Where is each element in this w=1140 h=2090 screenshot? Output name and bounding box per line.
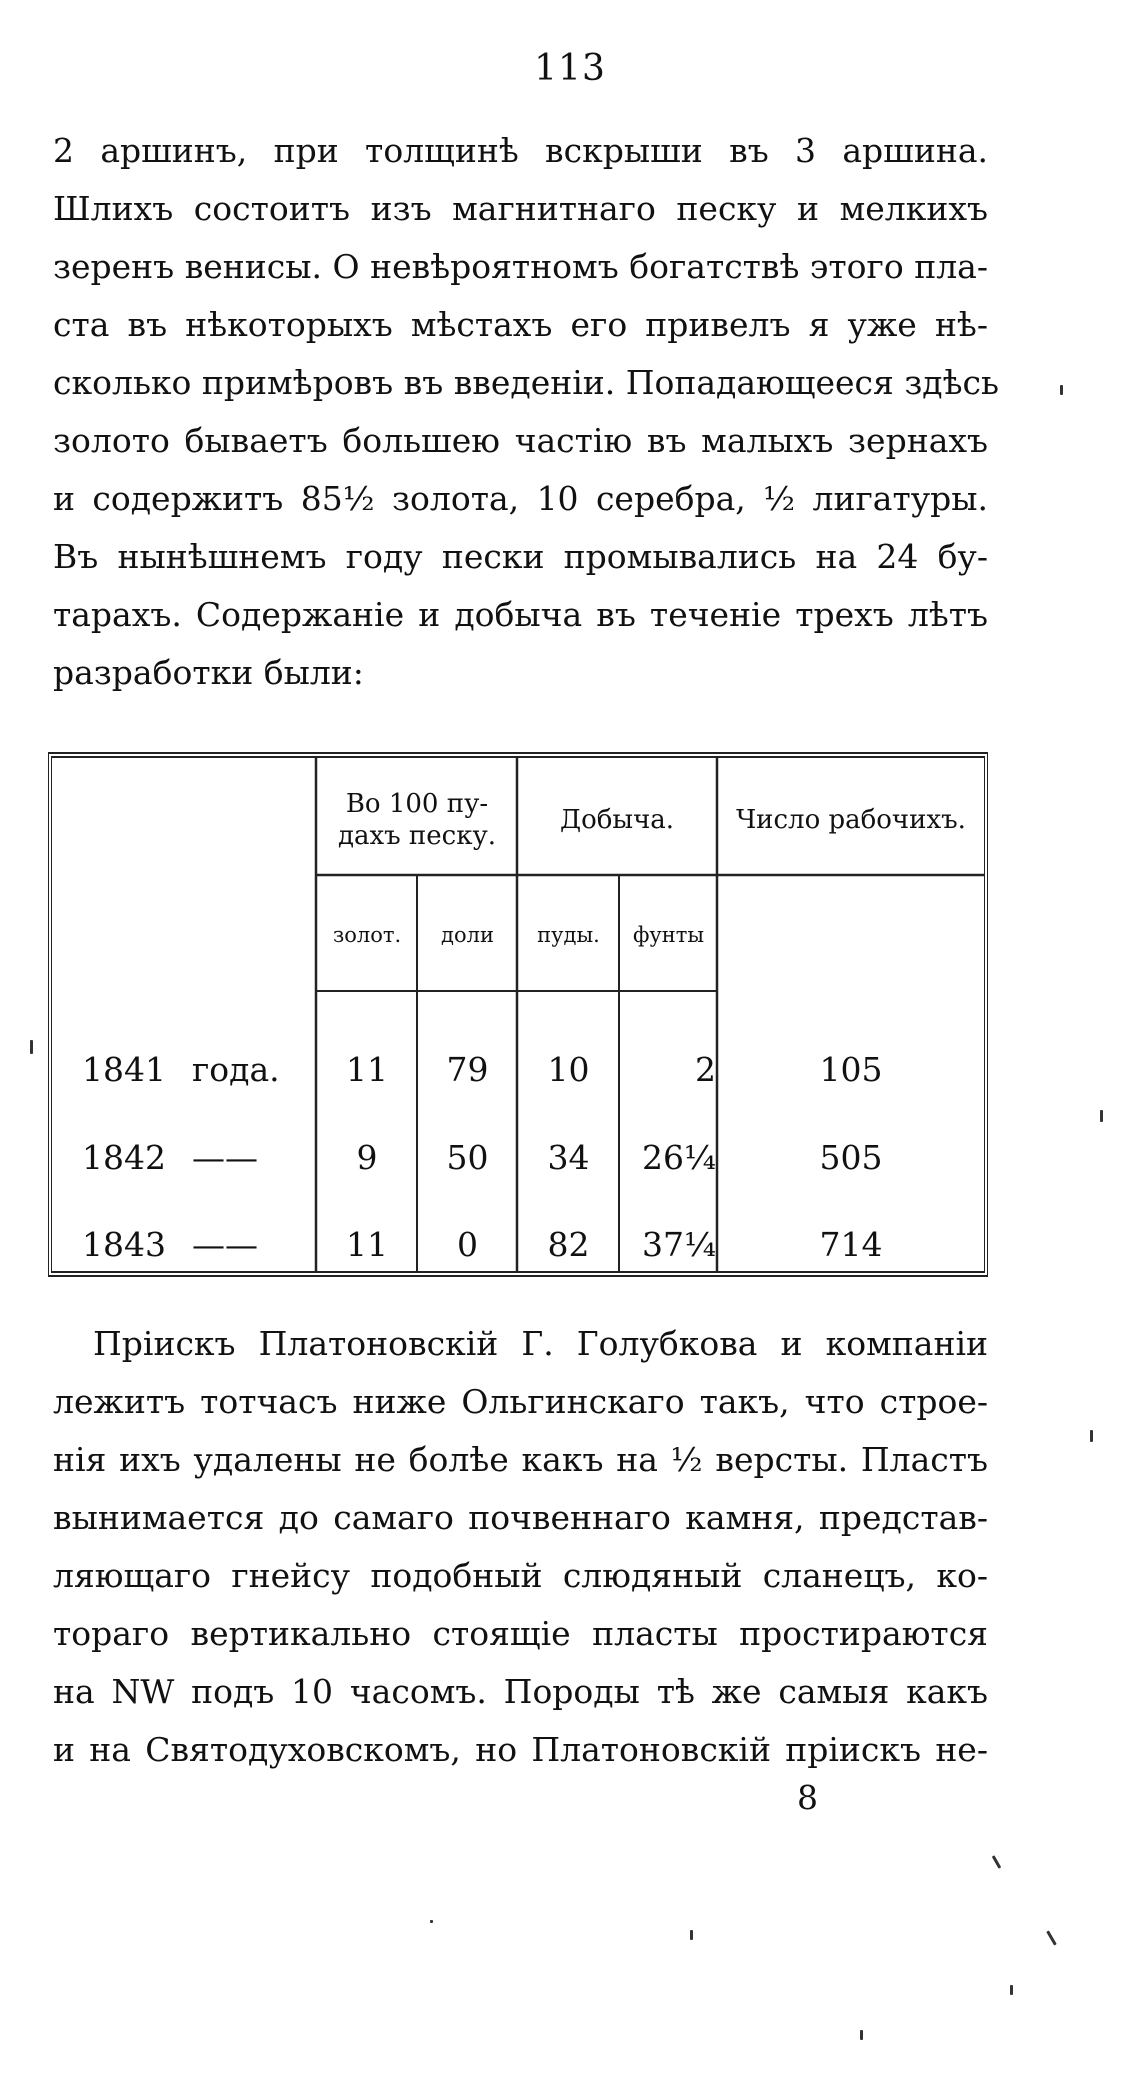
text-line: тораго вертикально стоящіе пласты простираются [53,1614,988,1653]
header-output: Добыча. [559,805,675,835]
row-year: 1842 [82,1138,166,1177]
text-line: вынимается до самаго почвеннаго камня, представ- [53,1498,988,1537]
header-per-100-puds [320,788,514,852]
cell-pudy: 82 [547,1225,590,1264]
cell-zolot: 11 [346,1225,388,1264]
header-line: дахъ песку. [337,821,497,851]
row-year: 1841 [82,1050,166,1089]
text-line: ляющаго гнейсу подобный слюдяный сланецъ, ко- [53,1556,988,1595]
print-speck [992,1855,1002,1869]
text-line: Въ нынѣшнемъ году пески промывались на 24 бу- [53,537,988,576]
cell-funty: 2 [695,1050,716,1089]
text-line: разработки были: [53,653,364,692]
row-label: года. [192,1050,280,1089]
cell-doli: 50 [446,1138,489,1177]
subheader-doli: доли [441,923,494,947]
signature-mark: 8 [797,1778,818,1817]
header-line: Во 100 пу- [345,789,489,819]
text-line: зеренъ вениcы. О невѣроятномъ богатствѣ этого пла- [53,247,988,286]
text-line: лежитъ тотчасъ ниже Ольгинскаго такъ, что строе- [53,1382,988,1421]
cell-pudy: 10 [547,1050,590,1089]
print-speck [1010,1985,1013,1995]
text-line: сколько примѣровъ въ введеніи. Попадающееся здѣсь [53,363,999,402]
page-number: 113 [534,48,606,89]
cell-funty: 26¼ [642,1138,716,1177]
row-label: —— [192,1225,258,1264]
paragraph-platonovsky [53,1315,988,1779]
print-speck [1090,1430,1093,1442]
print-speck [1100,1110,1103,1122]
cell-workers: 105 [819,1050,883,1089]
text-line: ста въ нѣкоторыхъ мѣстахъ его привелъ я уже нѣ- [53,305,988,344]
row-label: —— [192,1138,258,1177]
text-line: 2 аршинъ, при толщинѣ вскрыши въ 3 аршина. [53,131,988,170]
print-speck [430,1920,433,1923]
row-year: 1843 [82,1225,166,1264]
text-line: на NW подъ 10 часомъ. Породы тѣ же самыя какъ [53,1672,988,1711]
text-line: Шлихъ состоитъ изъ магнитнаго песку и мелкихъ [53,189,988,228]
cell-zolot: 9 [356,1138,378,1177]
print-speck [1060,385,1063,395]
cell-workers: 505 [819,1138,883,1177]
print-speck [1046,1930,1057,1945]
cell-pudy: 34 [547,1138,590,1177]
text-line: Пріискъ Платоновскій Г. Голубкова и компаніи [93,1324,988,1363]
text-line: и на Святодуховскомъ, но Платоновскій пріискъ не- [53,1730,988,1769]
text-line: нія ихъ удалены не болѣе какъ на ½ версты. Пластъ [53,1440,988,1479]
text-line: золото бываетъ большею частію въ малыхъ зернахъ [53,421,988,460]
print-speck [860,2030,863,2040]
cell-workers: 714 [819,1225,883,1264]
production-table [48,752,988,1277]
print-speck [690,1930,693,1940]
cell-zolot: 11 [346,1050,388,1089]
cell-doli: 0 [457,1225,478,1264]
print-speck [30,1040,33,1054]
subheader-funty: фунты [632,923,705,947]
subheader-zolot: золот. [332,923,402,947]
text-line: тарахъ. Содержаніе и добыча въ теченіе трехъ лѣтъ [53,595,988,634]
text-line: и содержитъ 85½ золота, 10 серебра, ½ лигатуры. [53,479,988,518]
cell-doli: 79 [446,1050,489,1089]
header-workers: Число рабочихъ. [736,805,966,835]
cell-funty: 37¼ [642,1225,716,1264]
subheader-pudy: пуды. [537,923,600,947]
paragraph-intro [53,122,999,702]
